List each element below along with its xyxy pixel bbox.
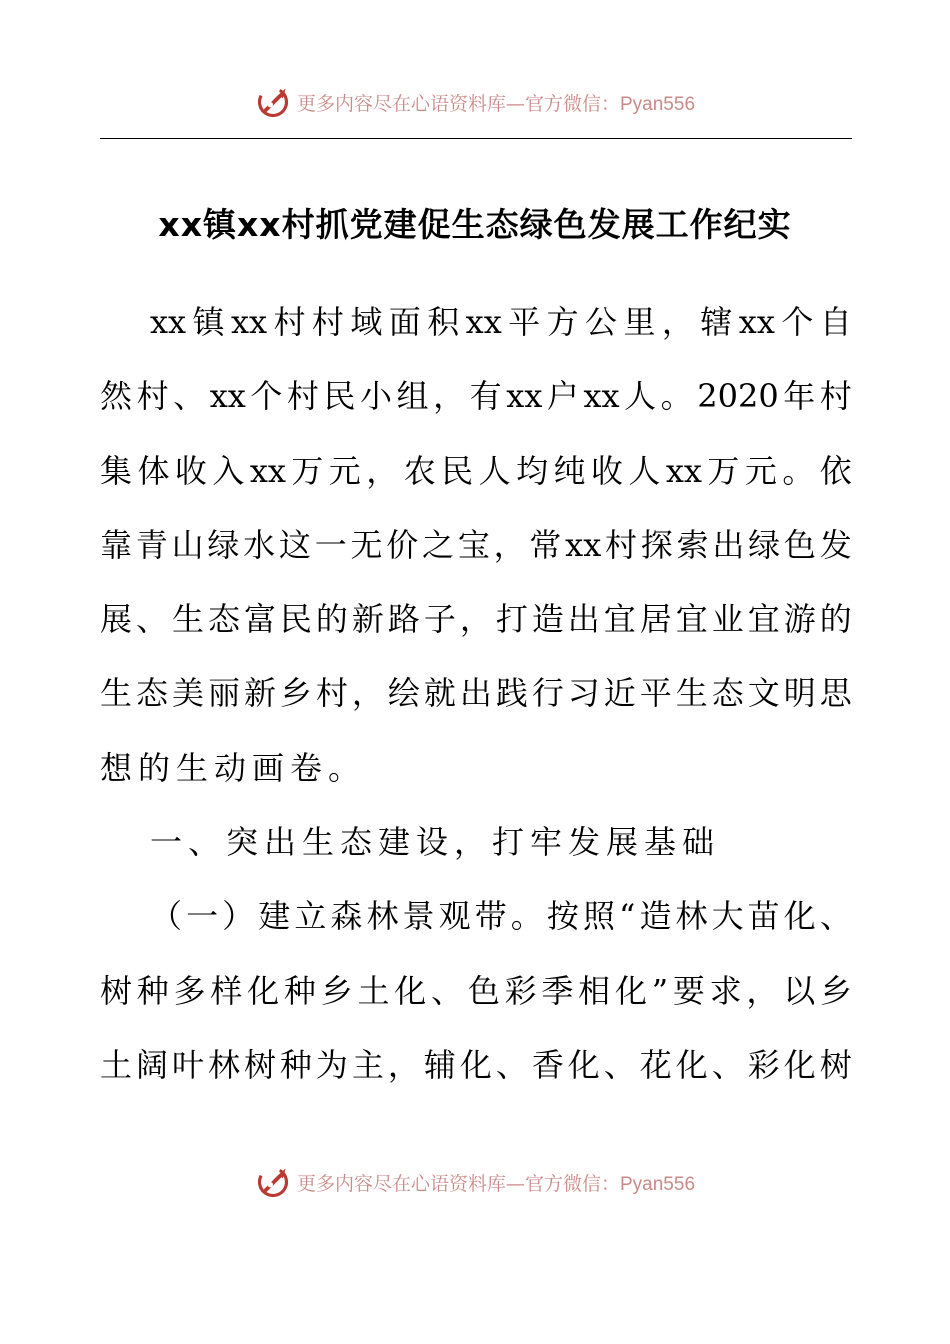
body-line: （ 一 ） 建 立 森 林 景 观 带 。 按 照 “ 造 林 大 苗 化 、	[150, 897, 852, 936]
document-body	[100, 285, 852, 1102]
brand-logo-icon	[255, 84, 291, 120]
footer-watermark-banner	[0, 1162, 950, 1202]
body-line: 想的生动画卷。	[100, 748, 367, 787]
body-line: 树 种 多 样 化 种 乡 土 化 、 色 彩 季 相 化 ” 要 求 ， 以 乡	[100, 971, 852, 1010]
body-line: 展 、 生 态 富 民 的 新 路 子 ， 打 造 出 宜 居 宜 业 宜 游 的	[100, 600, 852, 639]
body-line: 然 村 、 xx 个 村 民 小 组 ， 有 xx 户 xx 人 。 2020 年 村	[100, 377, 852, 416]
wechat-id: Pyan556	[620, 93, 696, 115]
banner-text: 更多内容尽在心语资料库—官方微信：Pyan556	[296, 1172, 696, 1195]
document-title: xx镇xx村抓党建促生态绿色发展工作纪实	[158, 205, 792, 244]
body-line: 靠 青 山 绿 水 这 一 无 价 之 宝 ， 常 xx 村 探 索 出 绿 色 发	[100, 525, 852, 564]
banner-text: 更多内容尽在心语资料库—官方微信：Pyan556	[296, 92, 696, 115]
wechat-id: Pyan556	[620, 1173, 696, 1195]
header-watermark-banner	[0, 82, 950, 122]
body-line: 土 阔 叶 林 树 种 为 主 ， 辅 化 、 香 化 、 花 化 、 彩 化 树	[100, 1045, 852, 1084]
body-line: 一、突出生态建设，打牢发展基础	[150, 823, 721, 862]
body-line: 生 态 美 丽 新 乡 村 ， 绘 就 出 践 行 习 近 平 生 态 文 明 思	[100, 674, 852, 713]
body-line: 集 体 收 入 xx 万 元 ， 农 民 人 均 纯 收 人 xx 万 元 。 依	[100, 451, 852, 490]
brand-logo-icon	[255, 1164, 291, 1200]
body-line: xx 镇 xx 村 村 域 面 积 xx 平 方 公 里 ， 辖 xx 个 自	[150, 303, 852, 341]
header-rule	[100, 138, 852, 139]
